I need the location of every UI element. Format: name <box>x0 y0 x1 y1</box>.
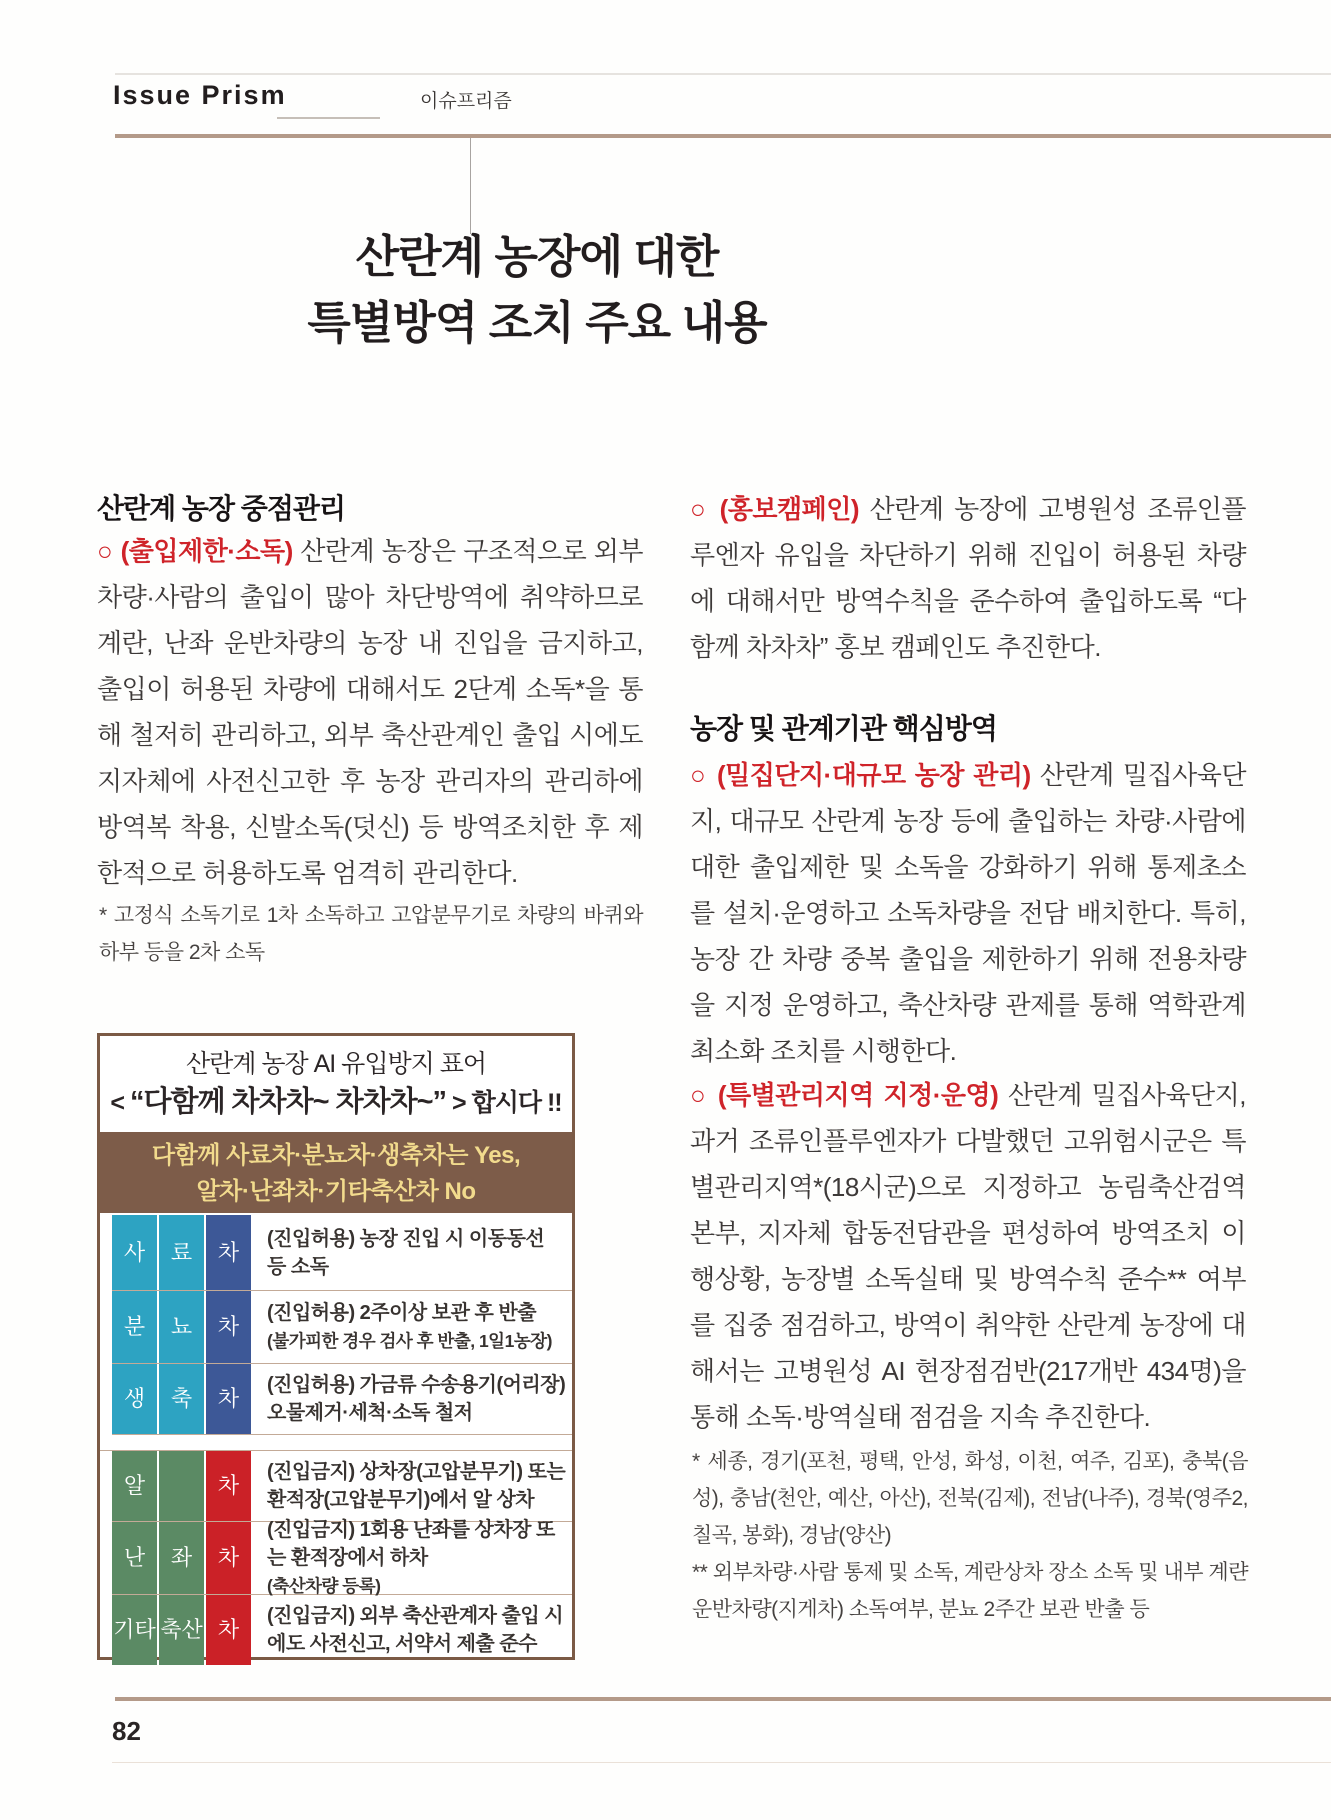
table-row-eggtray-truck <box>112 1519 572 1596</box>
page-number: 82 <box>112 1716 141 1746</box>
right-paragraph-3 <box>690 1072 1246 1440</box>
section-brand: Issue Prism <box>113 80 287 110</box>
vehicle-letter-cell: 난 <box>112 1522 157 1594</box>
header-vertical-divider <box>470 138 471 234</box>
desc-main: (진입금지) 1회용 난좌를 상차장 또는 환적장에서 하차 <box>267 1519 555 1569</box>
vehicle-letter-cell: 뇨 <box>159 1291 204 1363</box>
bullet-circle: ○ <box>690 760 717 790</box>
right-paragraph-1 <box>690 486 1246 670</box>
desc-main: (진입금지) 상차장(고압분무기) 또는 환적장(고압분무기)에서 알 상차 <box>267 1461 566 1511</box>
paragraph-tag: (특별관리지역 지정·운영) <box>717 1080 1008 1110</box>
vehicle-letter-cell: 차 <box>206 1215 251 1290</box>
footer-faint-rule <box>112 1762 1331 1763</box>
slogan-infobox <box>97 1033 575 1660</box>
infobox-slogan <box>100 1081 572 1124</box>
paragraph-body: 산란계 밀집사육단지, 대규모 산란계 농장 등에 출입하는 차량·사람에 대한 출입제한 및 소독을 강화하기 위해 통제초소를 설치·운영하고 소독차량을 전담 배치한다. 특히, 농장 간 차량 중복 출입을 제한하기 위해 전용차량을 지정 운영하고, 축산차량 관제를 통해 역학관계 최소화 조치를 시행한다. <box>690 760 1247 1066</box>
article-title <box>97 224 977 356</box>
vehicle-letter-cell: 차 <box>206 1522 251 1594</box>
row-description <box>253 1451 572 1521</box>
vehicle-letter-cell <box>159 1451 204 1521</box>
slogan-tail: 합시다 !! <box>471 1089 562 1117</box>
vehicle-letter-cell: 축 <box>159 1364 204 1434</box>
vehicle-letter-cell: 알 <box>112 1451 157 1521</box>
paragraph-body: 산란계 밀집사육단지, 과거 조류인플루엔자가 다발했던 고위험시군은 특별관리지역*(18시군)으로 지정하고 농림축산검역본부, 지자체 합동전담관을 편성하여 방역조치 이행상황, 농장별 소독실태 및 방역수칙 준수** 여부를 집중 점검하고, 방역이 취약한 산란계 농장에 대해서는 고병원성 AI 현장점검반(217개반 434명)을 통해 소독·방역실태 점검을 지속 추진한다. <box>690 1080 1246 1432</box>
desc-main: (진입금지) 외부 축산관계자 출입 시에도 사전신고, 서약서 제출 준수 <box>267 1605 564 1655</box>
header-top-rule <box>115 73 1331 75</box>
right-footnote-1: * 세종, 경기(포천, 평택, 안성, 화성, 이천, 여주, 김포), 충북(음성), 충남(천안, 예산, 아산), 전북(김제), 전남(나주), 경북(영주2, 칠곡, 봉화), 경남(양산) <box>692 1450 1248 1547</box>
vehicle-letter-cell: 차 <box>206 1595 251 1665</box>
footer-brown-rule <box>115 1697 1331 1701</box>
left-footnote: * 고정식 소독기로 1차 소독하고 고압분무기로 차량의 바퀴와 하부 등을 2차 소독 <box>99 904 643 964</box>
vehicle-letter-cell: 생 <box>112 1364 157 1434</box>
bullet-circle: ○ <box>690 1080 718 1110</box>
right-footnotes <box>692 1443 1248 1628</box>
infobox-header <box>100 1036 572 1132</box>
row-description <box>253 1364 572 1434</box>
vehicle-letter-cell: 차 <box>206 1364 251 1434</box>
table-row-livestock-truck <box>112 1364 572 1435</box>
table-row-egg-truck <box>112 1451 572 1522</box>
right-section-heading: 농장 및 관계기관 핵심방역 <box>690 713 997 744</box>
paragraph-body: 산란계 농장에 고병원성 조류인플루엔자 유입을 차단하기 위해 진입이 허용된 차량에 대해서만 방역수칙을 준수하여 출입하도록 “다함께 차차차” 홍보 캠페인도 추진한다. <box>690 494 1247 662</box>
left-section-heading: 산란계 농장 중점관리 <box>97 493 345 524</box>
brand-underline <box>277 117 380 119</box>
desc-main: (진입허용) 2주이상 보관 후 반출 <box>267 1302 537 1324</box>
bullet-circle: ○ <box>97 536 121 566</box>
desc-small: (불가피한 경우 검사 후 반출, 1일1농장) <box>267 1331 552 1351</box>
right-paragraph-2 <box>690 752 1246 1074</box>
vehicle-table <box>100 1215 572 1665</box>
slogan-open: < <box>110 1089 130 1117</box>
row-description <box>253 1215 572 1290</box>
table-row-other-livestock-truck <box>112 1595 572 1665</box>
banner-line1: 다함께 사료차·분뇨차·생축차는 Yes, <box>151 1142 521 1169</box>
vehicle-letter-cell: 료 <box>159 1215 204 1290</box>
vehicle-letter-cell: 기타 <box>112 1595 157 1665</box>
article-title-line2: 특별방역 조치 주요 내용 <box>307 297 767 348</box>
paragraph-tag: (출입제한·소독) <box>120 536 301 566</box>
vehicle-letter-cell: 차 <box>206 1451 251 1521</box>
desc-main: (진입허용) 가금류 수송용기(어리장) 오물제거·세척·소독 철저 <box>267 1374 566 1424</box>
left-paragraph-1 <box>97 528 643 896</box>
slogan-quote: “다함께 차차차~ 차차차~” <box>129 1086 447 1118</box>
vehicle-letter-cell: 축산 <box>159 1595 204 1665</box>
banner-line2: 알차·난좌차·기타축산차 No <box>196 1178 476 1205</box>
vehicle-letter-cell: 사 <box>112 1215 157 1290</box>
article-title-line1: 산란계 농장에 대한 <box>355 231 719 282</box>
section-brand-korean: 이슈프리즘 <box>420 91 512 112</box>
vehicle-letter-cell: 좌 <box>159 1522 204 1594</box>
desc-main: (진입허용) 농장 진입 시 이동동선 등 소독 <box>267 1227 545 1278</box>
paragraph-tag: (홍보캠페인) <box>719 494 870 524</box>
slogan-close: > <box>446 1089 472 1117</box>
table-row-feed-truck <box>112 1215 572 1291</box>
row-description <box>253 1595 572 1665</box>
paragraph-body: 산란계 농장은 구조적으로 외부 차량·사람의 출입이 많아 차단방역에 취약하므로 계란, 난좌 운반차량의 농장 내 진입을 금지하고, 출입이 허용된 차량에 대해서도 2단계 소독*을 통해 철저히 관리하고, 외부 축산관계인 출입 시에도 지자체에 사전신고한 후 농장 관리자의 관리하에 방역복 착용, 신발소독(덧신) 등 방역조치한 후 제한적으로 허용하도록 엄격히 관리한다. <box>97 536 643 888</box>
row-description <box>253 1519 572 1596</box>
table-row-manure-truck <box>112 1291 572 1364</box>
right-footnote-2: ** 외부차량·사람 통제 및 소독, 계란상차 장소 소독 및 내부 계랸 운반차량(지게차) 소독여부, 분뇨 2주간 보관 반출 등 <box>692 1561 1248 1621</box>
bullet-circle: ○ <box>690 494 720 524</box>
paragraph-tag: (밀집단지·대규모 농장 관리) <box>716 760 1040 790</box>
header-brown-rule <box>115 134 1331 138</box>
vehicle-letter-cell: 분 <box>112 1291 157 1363</box>
table-group-separator <box>100 1435 572 1451</box>
infobox-title: 산란계 농장 AI 유입방지 표어 <box>185 1050 487 1078</box>
vehicle-letter-cell: 차 <box>206 1291 251 1363</box>
desc-small: (축산차량 등록) <box>267 1576 381 1596</box>
row-description <box>253 1291 572 1363</box>
infobox-banner <box>100 1132 572 1213</box>
